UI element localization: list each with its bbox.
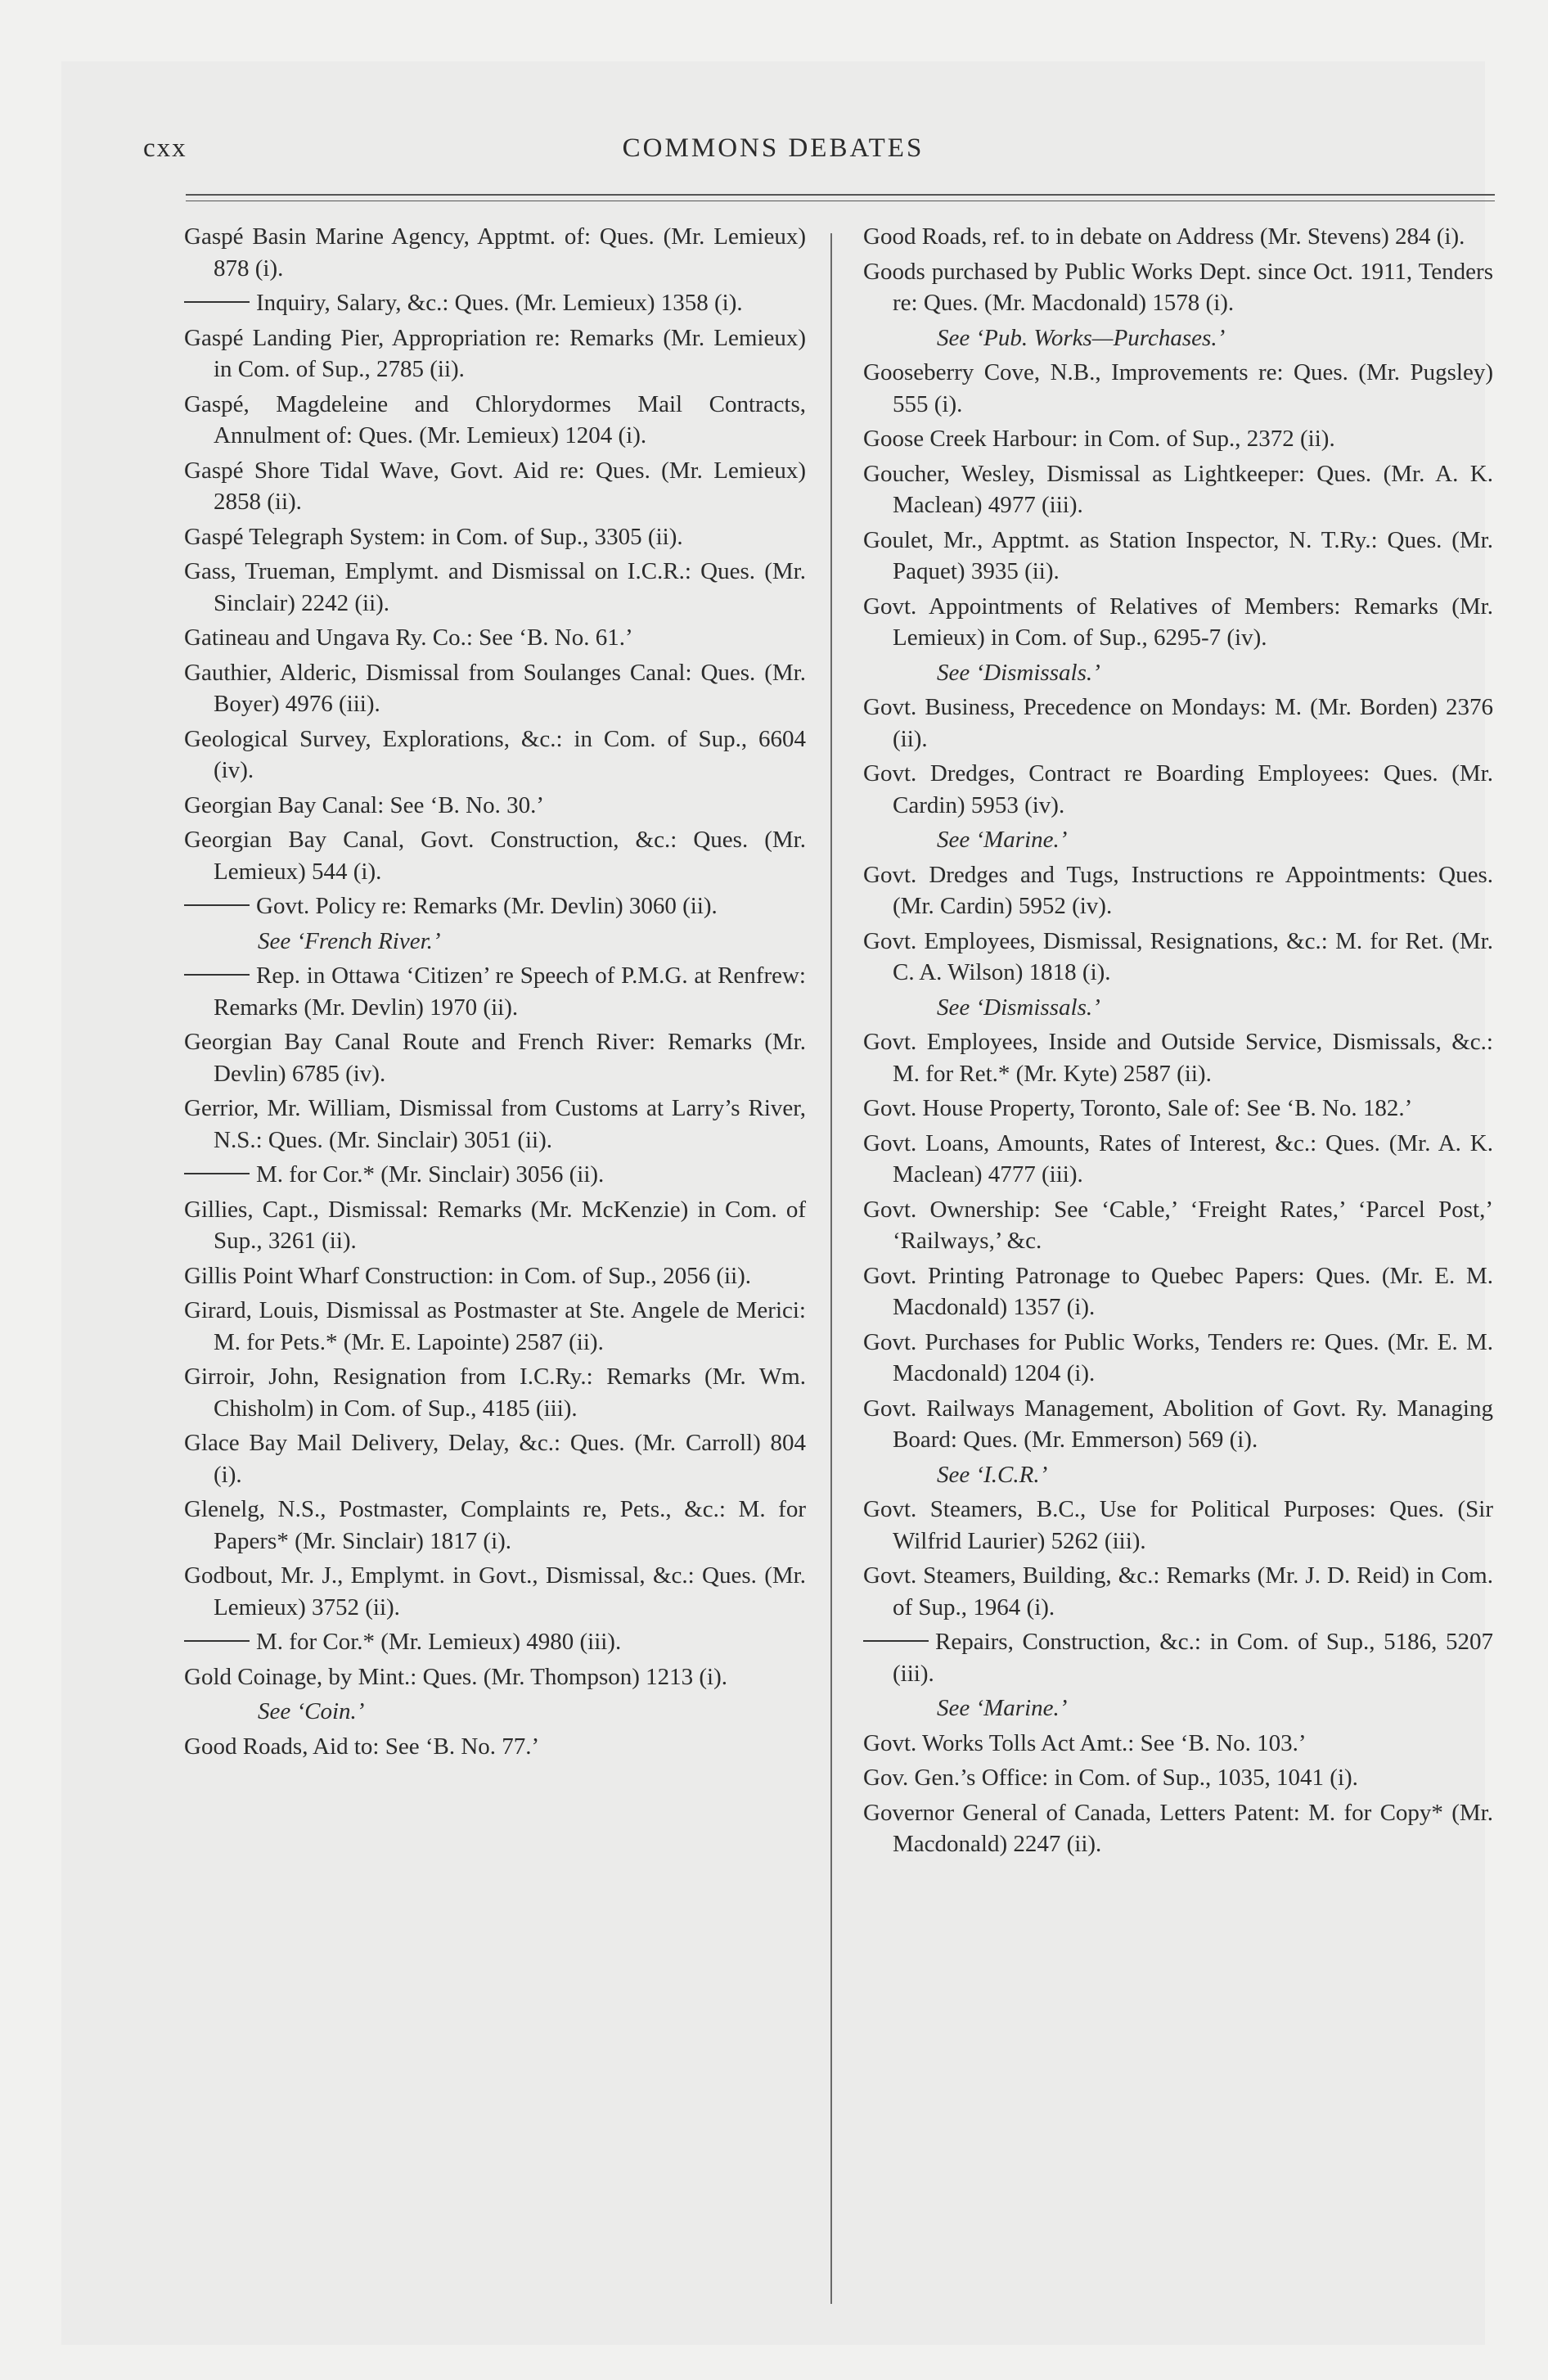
index-entry: Gaspé, Magdeleine and Chlorydormes Mail Contracts, Annulment of: Ques. (Mr. Lemieux) 1204 (i). [184, 390, 806, 449]
index-entry: Govt. Loans, Amounts, Rates of Interest, &c.: Ques. (Mr. A. K. Maclean) 4777 (iii). [863, 1129, 1493, 1188]
index-subentry: Rep. in Ottawa ‘Citizen’ re Speech of P.M.G. at Renfrew: Remarks (Mr. Devlin) 1970 (ii). [184, 960, 806, 1023]
index-entry: Georgian Bay Canal, Govt. Construction, &c.: Ques. (Mr. Lemieux) 544 (i). [184, 827, 806, 885]
index-entry: Gillis Point Wharf Construction: in Com. of Sup., 2056 (ii). [184, 1262, 752, 1289]
index-entry: Govt. Ownership: See ‘Cable,’ ‘Freight Rates,’ ‘Parcel Post,’ ‘Railways,’ &c. [863, 1196, 1493, 1254]
see-reference: See ‘Marine.’ [937, 827, 1068, 853]
index-entry: Gold Coinage, by Mint.: Ques. (Mr. Thompson) 1213 (i). [184, 1663, 728, 1690]
see-reference: See ‘Coin.’ [258, 1698, 365, 1724]
index-entry: Govt. Dredges, Contract re Boarding Employees: Ques. (Mr. Cardin) 5953 (iv). [863, 760, 1493, 818]
index-subentry: M. for Cor.* (Mr. Lemieux) 4980 (iii). [184, 1626, 806, 1658]
running-head: COMMONS DEBATES [622, 133, 925, 163]
header-rule-top [186, 194, 1495, 196]
index-entry: Godbout, Mr. J., Emplymt. in Govt., Dismissal, &c.: Ques. (Mr. Lemieux) 3752 (ii). [184, 1562, 806, 1620]
index-entry: Goucher, Wesley, Dismissal as Lightkeeper: Ques. (Mr. A. K. Maclean) 4977 (iii). [863, 460, 1493, 518]
index-entry: Gaspé Basin Marine Agency, Apptmt. of: Ques. (Mr. Lemieux) 878 (i). [184, 223, 806, 282]
index-entry: Good Roads, Aid to: See ‘B. No. 77.’ [184, 1733, 540, 1760]
index-entry: Gaspé Telegraph System: in Com. of Sup., 3305 (ii). [184, 523, 683, 550]
index-entry: Govt. Printing Patronage to Quebec Papers: Ques. (Mr. E. M. Macdonald) 1357 (i). [863, 1262, 1493, 1320]
page-folio: cxx [143, 133, 187, 163]
see-reference: See ‘I.C.R.’ [937, 1461, 1048, 1488]
index-entry: Gauthier, Alderic, Dismissal from Soulanges Canal: Ques. (Mr. Boyer) 4976 (iii). [184, 659, 806, 717]
page-sheet [61, 61, 1493, 2345]
index-entry: Gaspé Landing Pier, Appropriation re: Remarks (Mr. Lemieux) in Com. of Sup., 2785 (ii). [184, 324, 806, 382]
index-subentry: Repairs, Construction, &c.: in Com. of Sup., 5186, 5207 (iii). [863, 1626, 1493, 1689]
index-entry: Govt. Steamers, Building, &c.: Remarks (Mr. J. D. Reid) in Com. of Sup., 1964 (i). [863, 1562, 1493, 1620]
index-subentry: Inquiry, Salary, &c.: Ques. (Mr. Lemieux) 1358 (i). [184, 287, 806, 319]
index-entry: Gaspé Shore Tidal Wave, Govt. Aid re: Ques. (Mr. Lemieux) 2858 (ii). [184, 457, 806, 515]
index-entry: Govt. Employees, Dismissal, Resignations, &c.: M. for Ret. (Mr. C. A. Wilson) 1818 (i). [863, 927, 1493, 985]
see-reference: See ‘Pub. Works—Purchases.’ [937, 324, 1226, 351]
index-entry: Glenelg, N.S., Postmaster, Complaints re, Pets., &c.: M. for Papers* (Mr. Sinclair) 1817 (i). [184, 1496, 806, 1554]
ditto-dash [184, 904, 250, 906]
see-reference: See ‘Dismissals.’ [937, 994, 1100, 1021]
index-entry: Govt. Business, Precedence on Mondays: M. (Mr. Borden) 2376 (ii). [863, 694, 1493, 752]
see-reference: See ‘Marine.’ [937, 1695, 1068, 1721]
index-entry: Geological Survey, Explorations, &c.: in Com. of Sup., 6604 (iv). [184, 725, 806, 783]
index-subentry: Govt. Policy re: Remarks (Mr. Devlin) 3060 (ii). [184, 890, 806, 922]
index-entry: Gillies, Capt., Dismissal: Remarks (Mr. McKenzie) in Com. of Sup., 3261 (ii). [184, 1196, 806, 1254]
index-entry: Gatineau and Ungava Ry. Co.: See ‘B. No. 61.’ [184, 624, 633, 651]
index-column-left [184, 221, 806, 1765]
index-entry: Girroir, John, Resignation from I.C.Ry.: Remarks (Mr. Wm. Chisholm) in Com. of Sup., 4185 (iii). [184, 1364, 806, 1422]
index-column-right [863, 221, 1493, 1864]
ditto-dash [184, 301, 250, 303]
index-entry: Govt. Appointments of Relatives of Members: Remarks (Mr. Lemieux) in Com. of Sup., 6295-7 (iv). [863, 593, 1493, 651]
index-entry: Govt. Railways Management, Abolition of Govt. Ry. Managing Board: Ques. (Mr. Emmerson) 569 (i). [863, 1395, 1493, 1453]
index-entry: Girard, Louis, Dismissal as Postmaster at Ste. Angele de Merici: M. for Pets.* (Mr. E. Lapointe) 2587 (ii). [184, 1297, 806, 1355]
ditto-dash [184, 1640, 250, 1642]
index-entry: Good Roads, ref. to in debate on Address (Mr. Stevens) 284 (i). [863, 223, 1465, 250]
index-entry: Govt. Works Tolls Act Amt.: See ‘B. No. 103.’ [863, 1729, 1307, 1756]
index-entry: Gerrior, Mr. William, Dismissal from Customs at Larry’s River, N.S.: Ques. (Mr. Sinclair) 3051 (ii). [184, 1095, 806, 1153]
index-entry: Gooseberry Cove, N.B., Improvements re: Ques. (Mr. Pugsley) 555 (i). [863, 359, 1493, 417]
index-entry: Georgian Bay Canal: See ‘B. No. 30.’ [184, 791, 545, 818]
index-entry: Govt. Employees, Inside and Outside Service, Dismissals, &c.: M. for Ret.* (Mr. Kyte) 2587 (ii). [863, 1029, 1493, 1087]
index-entry: Goose Creek Harbour: in Com. of Sup., 2372 (ii). [863, 426, 1335, 452]
index-entry: Governor General of Canada, Letters Patent: M. for Copy* (Mr. Macdonald) 2247 (ii). [863, 1799, 1493, 1857]
index-entry: Govt. Purchases for Public Works, Tenders re: Ques. (Mr. E. M. Macdonald) 1204 (i). [863, 1328, 1493, 1386]
ditto-dash [863, 1640, 929, 1642]
index-entry: Govt. House Property, Toronto, Sale of: See ‘B. No. 182.’ [863, 1095, 1413, 1121]
index-subentry: M. for Cor.* (Mr. Sinclair) 3056 (ii). [184, 1159, 806, 1191]
ditto-dash [184, 1173, 250, 1174]
see-reference: See ‘Dismissals.’ [937, 659, 1100, 686]
column-divider [830, 233, 832, 2304]
index-entry: Govt. Steamers, B.C., Use for Political Purposes: Ques. (Sir Wilfrid Laurier) 5262 (iii). [863, 1496, 1493, 1554]
index-entry: Govt. Dredges and Tugs, Instructions re Appointments: Ques. (Mr. Cardin) 5952 (iv). [863, 861, 1493, 919]
index-entry: Gov. Gen.’s Office: in Com. of Sup., 1035, 1041 (i). [863, 1765, 1358, 1791]
ditto-dash [184, 974, 250, 976]
index-entry: Gass, Trueman, Emplymt. and Dismissal on I.C.R.: Ques. (Mr. Sinclair) 2242 (ii). [184, 558, 806, 616]
index-entry: Goulet, Mr., Apptmt. as Station Inspector, N. T.Ry.: Ques. (Mr. Paquet) 3935 (ii). [863, 526, 1493, 584]
index-entry: Goods purchased by Public Works Dept. since Oct. 1911, Tenders re: Ques. (Mr. Macdonald) 1578 (i). [863, 258, 1493, 316]
see-reference: See ‘French River.’ [258, 927, 441, 954]
index-entry: Glace Bay Mail Delivery, Delay, &c.: Ques. (Mr. Carroll) 804 (i). [184, 1430, 806, 1488]
index-entry: Georgian Bay Canal Route and French River: Remarks (Mr. Devlin) 6785 (iv). [184, 1029, 806, 1087]
